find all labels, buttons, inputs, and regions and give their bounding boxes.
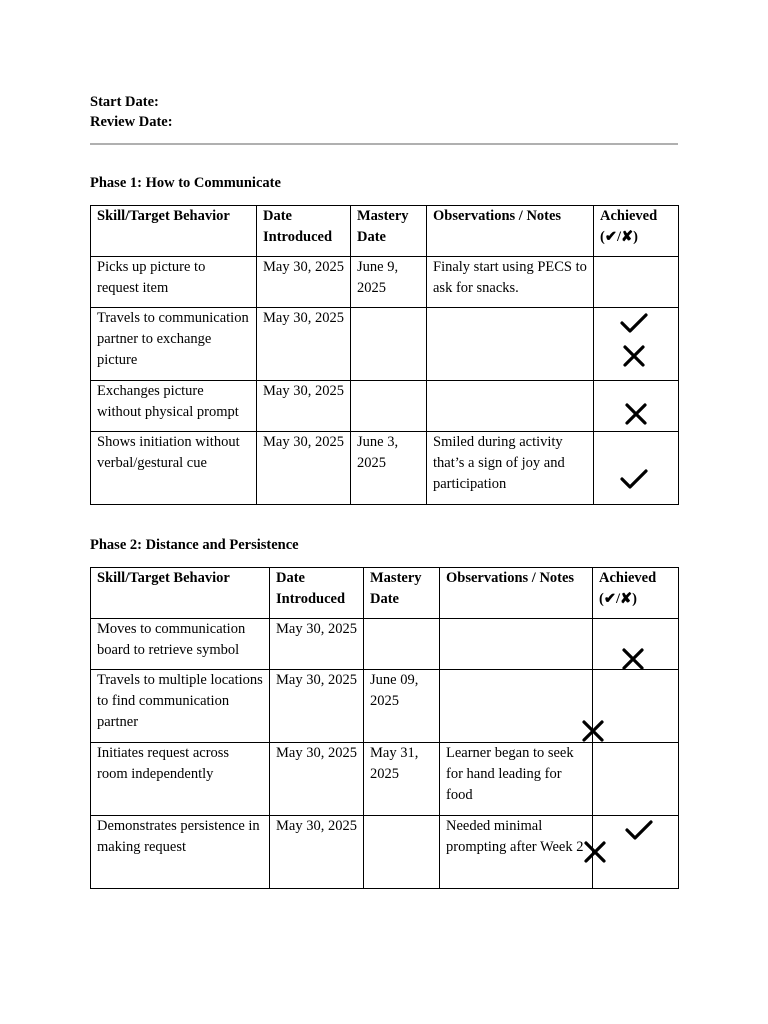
date-introduced-cell: May 30, 2025 bbox=[270, 670, 364, 743]
date-introduced-cell: May 30, 2025 bbox=[270, 619, 364, 670]
start-date-label: Start Date: bbox=[90, 94, 159, 110]
column-header-mastery-date: Mastery Date bbox=[364, 568, 440, 619]
notes-cell: Finaly start using PECS to ask for snacks. bbox=[427, 257, 594, 308]
date-introduced-cell: May 30, 2025 bbox=[257, 257, 351, 308]
skill-cell: Exchanges picture without physical prompt bbox=[91, 381, 257, 432]
mastery-date-cell: June 09, 2025 bbox=[364, 670, 440, 743]
table-row bbox=[91, 743, 679, 816]
column-header-achieved: Achieved (✔/✘) bbox=[594, 206, 679, 257]
column-header-skill: Skill/Target Behavior bbox=[91, 568, 270, 619]
achieved-cell bbox=[594, 381, 679, 432]
table-row bbox=[91, 308, 679, 381]
phase1-header-row bbox=[91, 206, 679, 257]
check-icon bbox=[625, 819, 653, 841]
document-page bbox=[90, 92, 678, 889]
phase2-title: Phase 2: Distance and Persistence bbox=[90, 537, 299, 553]
notes-cell bbox=[427, 381, 594, 432]
table-row bbox=[91, 432, 679, 505]
column-header-mastery-date: Mastery Date bbox=[351, 206, 427, 257]
notes-cell bbox=[427, 308, 594, 381]
skill-cell: Picks up picture to request item bbox=[91, 257, 257, 308]
table-row bbox=[91, 619, 679, 670]
check-icon bbox=[620, 468, 648, 490]
date-introduced-cell: May 30, 2025 bbox=[257, 381, 351, 432]
column-header-skill: Skill/Target Behavior bbox=[91, 206, 257, 257]
achieved-cell bbox=[593, 619, 679, 670]
notes-cell bbox=[440, 670, 593, 743]
phase2-header-row bbox=[91, 568, 679, 619]
review-date-label: Review Date: bbox=[90, 114, 173, 130]
achieved-cell bbox=[594, 432, 679, 505]
date-introduced-cell: May 30, 2025 bbox=[270, 743, 364, 816]
skill-cell: Demonstrates persistence in making request bbox=[91, 816, 270, 889]
mastery-date-cell bbox=[364, 619, 440, 670]
check-icon bbox=[620, 312, 648, 334]
skill-cell: Travels to multiple locations to find communication partner bbox=[91, 670, 270, 743]
achieved-cell bbox=[593, 816, 679, 889]
table-row bbox=[91, 670, 679, 743]
phase1-table bbox=[90, 205, 679, 505]
achieved-cell bbox=[593, 670, 679, 743]
table-row bbox=[91, 381, 679, 432]
date-introduced-cell: May 30, 2025 bbox=[257, 308, 351, 381]
mastery-date-cell: June 3, 2025 bbox=[351, 432, 427, 505]
mastery-date-cell bbox=[364, 816, 440, 889]
achieved-cell bbox=[594, 308, 679, 381]
cross-icon bbox=[583, 840, 607, 864]
notes-cell bbox=[440, 619, 593, 670]
skill-cell: Initiates request across room independently bbox=[91, 743, 270, 816]
skill-cell: Moves to communication board to retrieve symbol bbox=[91, 619, 270, 670]
phase1-title: Phase 1: How to Communicate bbox=[90, 175, 281, 191]
date-introduced-cell: May 30, 2025 bbox=[257, 432, 351, 505]
skill-cell: Travels to communication partner to exchange picture bbox=[91, 308, 257, 381]
notes-cell: Needed minimal prompting after Week 2 bbox=[440, 816, 593, 889]
achieved-cell bbox=[594, 257, 679, 308]
column-header-date-introduced: Date Introduced bbox=[257, 206, 351, 257]
cross-icon bbox=[624, 402, 648, 426]
table-row bbox=[91, 257, 679, 308]
column-header-date-introduced: Date Introduced bbox=[270, 568, 364, 619]
column-header-observations: Observations / Notes bbox=[440, 568, 593, 619]
mastery-date-cell bbox=[351, 308, 427, 381]
notes-cell: Smiled during activity that’s a sign of joy and participation bbox=[427, 432, 594, 505]
mastery-date-cell: June 9, 2025 bbox=[351, 257, 427, 308]
achieved-cell bbox=[593, 743, 679, 816]
mastery-date-cell bbox=[351, 381, 427, 432]
notes-cell: Learner began to seek for hand leading for food bbox=[440, 743, 593, 816]
cross-icon bbox=[581, 719, 605, 743]
column-header-observations: Observations / Notes bbox=[427, 206, 594, 257]
horizontal-divider bbox=[90, 143, 678, 145]
cross-icon bbox=[621, 647, 645, 671]
phase2-table bbox=[90, 567, 679, 889]
table-row bbox=[91, 816, 679, 889]
skill-cell: Shows initiation without verbal/gestural cue bbox=[91, 432, 257, 505]
mastery-date-cell: May 31, 2025 bbox=[364, 743, 440, 816]
date-introduced-cell: May 30, 2025 bbox=[270, 816, 364, 889]
cross-icon bbox=[622, 344, 646, 368]
column-header-achieved: Achieved (✔/✘) bbox=[593, 568, 679, 619]
